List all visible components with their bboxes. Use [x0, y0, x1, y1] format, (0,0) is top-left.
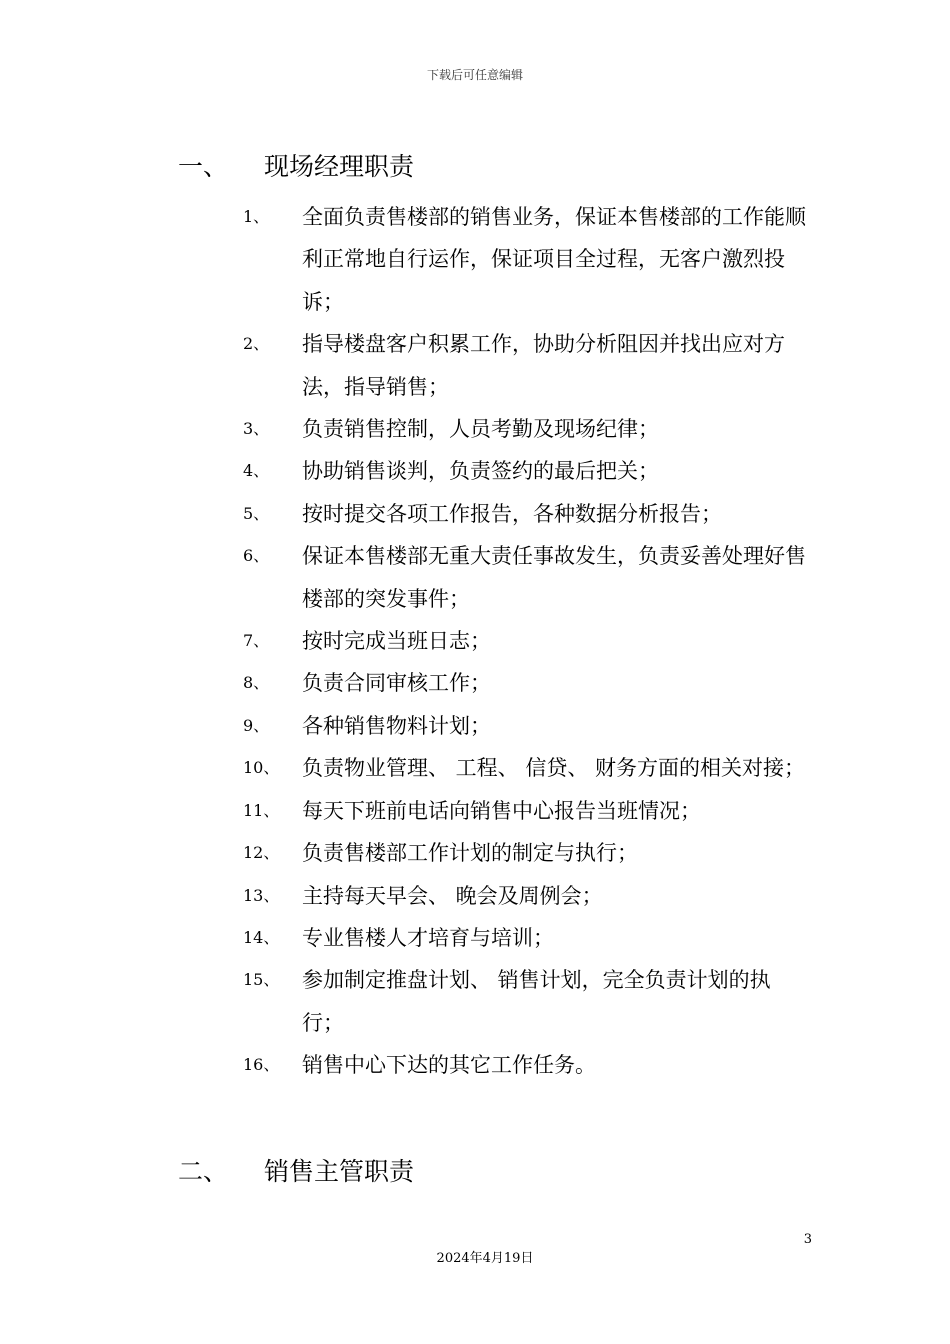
list-item-index: 7、 [243, 631, 270, 651]
list-item-text: 专业售楼人才培育与培训； [302, 925, 554, 950]
list-item-index: 2、 [243, 334, 270, 354]
list-item-index: 12、 [243, 843, 280, 863]
list-item [0, 493, 950, 535]
list-item [0, 747, 950, 789]
list-item-text: 参加制定推盘计划、 销售计划，完全负责计划的执行； [302, 968, 771, 1035]
section-title: 销售主管职责 [264, 1157, 415, 1186]
list-item-index: 9、 [243, 715, 270, 735]
list-item-index: 10、 [243, 758, 280, 778]
section-heading-2 [178, 1156, 414, 1188]
list-item [0, 620, 950, 662]
list-item-index: 3、 [243, 419, 270, 439]
list-item-text: 指导楼盘客户积累工作，协助分析阻因并找出应对方法，指导销售； [302, 332, 785, 399]
list-item-text: 负责物业管理、 工程、 信贷、 财务方面的相关对接； [302, 756, 806, 781]
list-item-index: 15、 [243, 970, 280, 990]
list-item [0, 323, 950, 408]
list-item-index: 13、 [243, 885, 280, 905]
list-item-text: 每天下班前电话向销售中心报告当班情况； [302, 798, 701, 823]
list-item-text: 销售中心下达的其它工作任务。 [302, 1053, 596, 1078]
list-item [0, 196, 950, 323]
list-item [0, 662, 950, 704]
header-text: 下载后可任意编辑 [426, 68, 523, 82]
list-item-text: 负责合同审核工作； [302, 671, 491, 696]
list-item [0, 408, 950, 450]
list-item-index: 16、 [243, 1055, 280, 1075]
list-item-index: 1、 [243, 207, 270, 226]
list-item [0, 959, 950, 1044]
list-item-index: 14、 [243, 927, 280, 947]
section-title: 现场经理职责 [264, 152, 415, 181]
list-item-index: 8、 [243, 673, 270, 693]
list-item [0, 1044, 950, 1086]
list-item-text: 主持每天早会、 晚会及周例会； [302, 883, 603, 908]
list-item-text: 负责销售控制，人员考勤及现场纪律； [302, 417, 659, 442]
list-item-index: 6、 [243, 546, 270, 566]
list-item-index: 11、 [243, 800, 280, 820]
footer-date: 2024年4月19日 [436, 1251, 534, 1266]
list-item [0, 875, 950, 917]
section-number: 二、 [178, 1157, 229, 1186]
list-item-text: 全面负责售楼部的销售业务，保证本售楼部的工作能顺利正常地自行运作，保证项目全过程，无客户激烈投诉； [302, 205, 806, 314]
list-item-index: 4、 [243, 461, 270, 481]
list-item [0, 832, 950, 874]
list-item-text: 按时提交各项工作报告，各种数据分析报告； [302, 501, 722, 526]
section-heading-1 [178, 151, 414, 183]
section-number: 一、 [178, 152, 229, 181]
list-item-text: 保证本售楼部无重大责任事故发生，负责妥善处理好售楼部的突发事件； [302, 544, 806, 611]
list-item [0, 917, 950, 959]
list-item [0, 450, 950, 492]
list-item-text: 负责售楼部工作计划的制定与执行； [302, 841, 638, 866]
list-item-index: 5、 [243, 503, 270, 523]
duty-list [0, 196, 950, 1087]
list-item [0, 535, 950, 620]
list-item [0, 790, 950, 832]
list-item-text: 协助销售谈判，负责签约的最后把关； [302, 459, 659, 484]
list-item-text: 按时完成当班日志； [302, 629, 491, 654]
list-item-text: 各种销售物料计划； [302, 713, 491, 738]
page-number: 3 [803, 1232, 812, 1247]
list-item [0, 705, 950, 747]
